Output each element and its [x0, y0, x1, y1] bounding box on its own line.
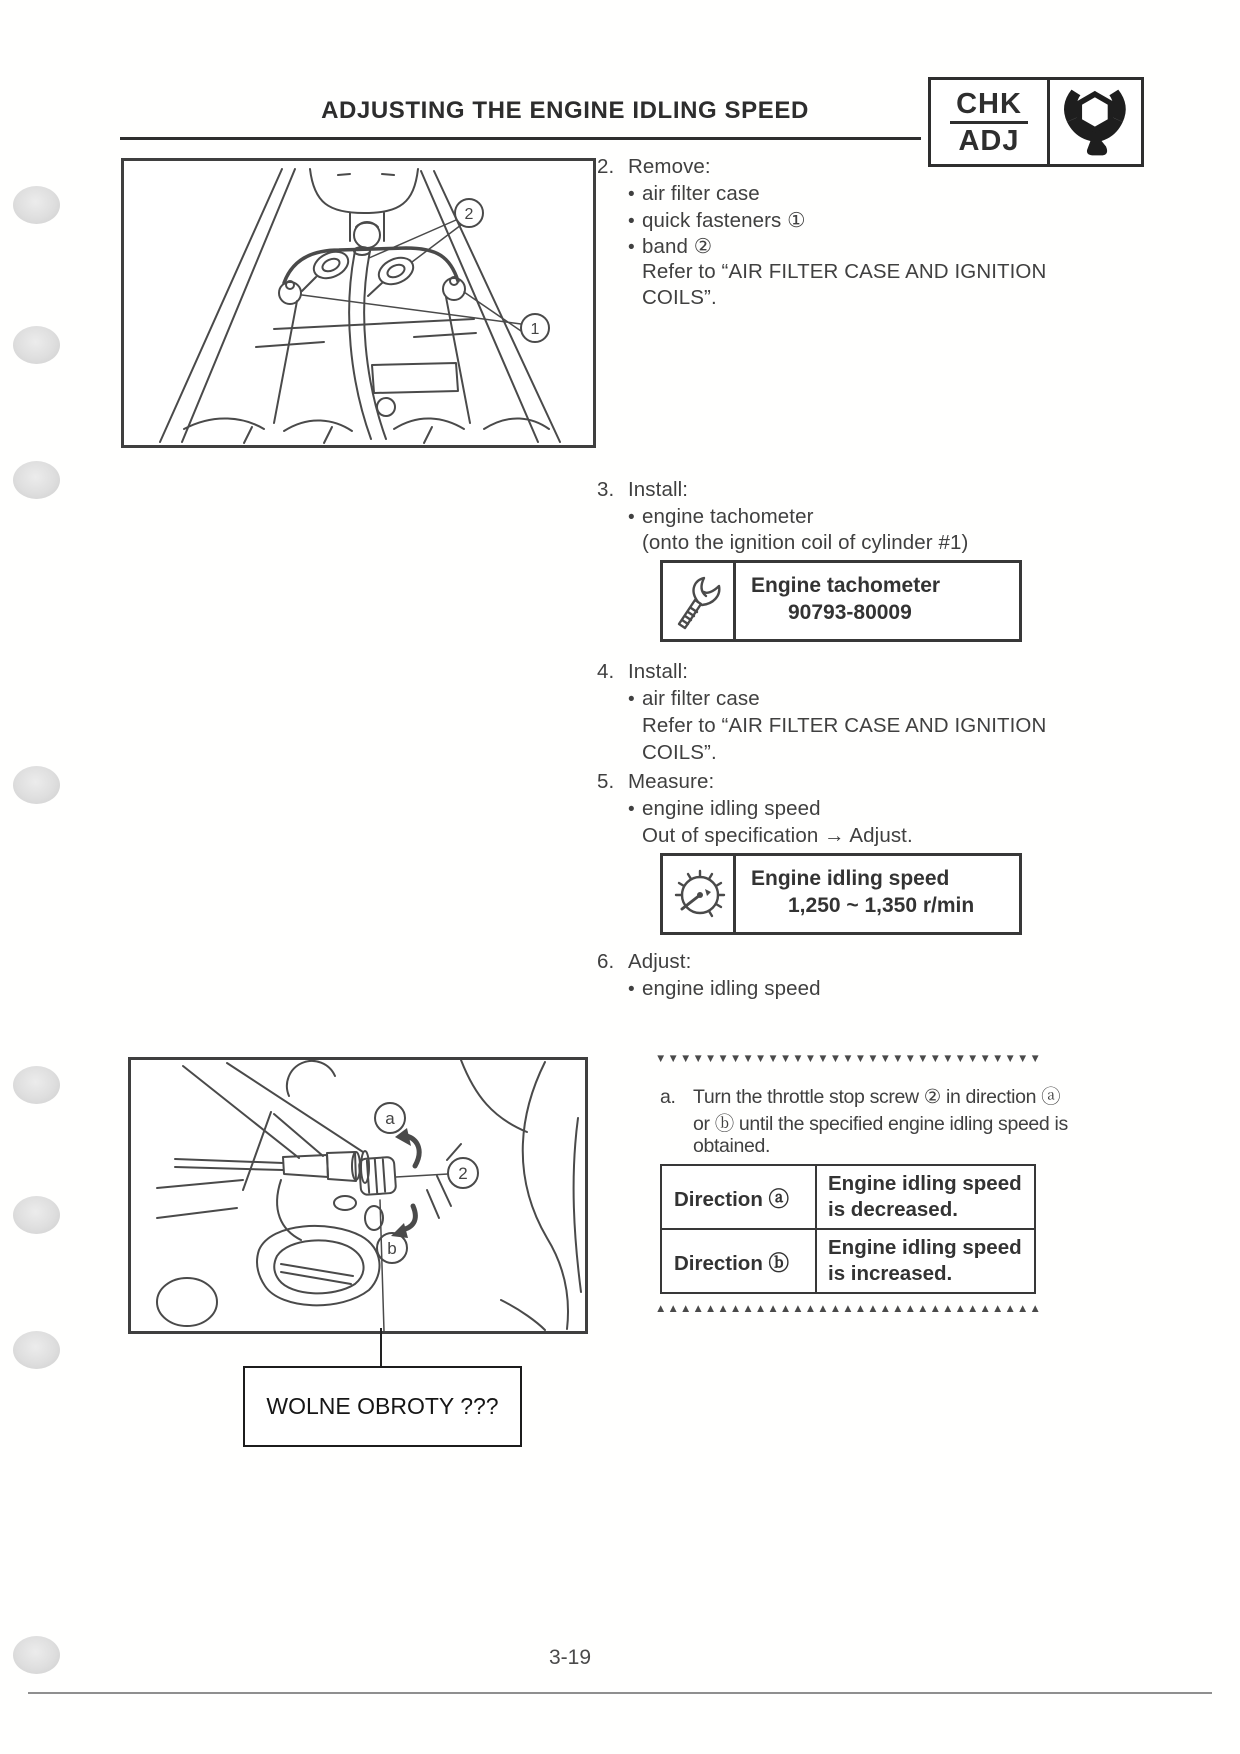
substep-a-line-2: or ⓑ until the specified engine idling speed is [693, 1113, 1068, 1135]
binder-hole [13, 1066, 60, 1104]
step-3-title: 3. Install: [597, 478, 689, 501]
header-rule [120, 137, 921, 140]
step-2-bullet-2: • quick fasteners ① [628, 209, 806, 232]
figure-1-drawing [124, 161, 593, 445]
chk-adj-labels [931, 80, 1050, 164]
step-5-result: Out of specification → Adjust. [642, 824, 913, 847]
direction-a-label: Direction ⓐ [661, 1165, 816, 1229]
step-6-bullet-1: • engine idling speed [628, 977, 821, 1000]
badge-chk-label: CHK [956, 87, 1022, 120]
step-3-bullet-1: • engine tachometer [628, 505, 814, 528]
direction-a-effect: Engine idling speed is decreased. [816, 1165, 1035, 1229]
annotation-label-text: WOLNE OBROTY ??? [266, 1393, 499, 1419]
procedure-separator-top: ▼▼▼▼▼▼▼▼▼▼▼▼▼▼▼▼▼▼▼▼▼▼▼▼▼▼▼▼▼▼▼ [655, 1053, 1042, 1065]
annotation-label-box [243, 1366, 522, 1447]
binder-hole [13, 1196, 60, 1234]
figure2-callout-a: a [385, 1109, 395, 1128]
spec-idle-value: 1,250 ~ 1,350 r/min [788, 894, 975, 917]
figure2-callout-b: b [387, 1239, 397, 1258]
page-number: 3-19 [548, 1646, 592, 1669]
spec-tachometer-title: Engine tachometer [751, 574, 941, 597]
substep-a-line-1: a. Turn the throttle stop screw ② in direction ⓐ [660, 1086, 1061, 1108]
figure1-callout-1: 1 [530, 321, 540, 338]
substep-a-line-3: obtained. [693, 1135, 771, 1157]
figure2-callout-2: 2 [458, 1164, 468, 1183]
direction-table [660, 1164, 1036, 1294]
step-4-bullet-1: • air filter case [628, 687, 760, 710]
gauge-icon [670, 865, 726, 923]
step-2-title: 2. Remove: [597, 155, 711, 178]
chk-adj-badge [928, 77, 1144, 167]
page-title: ADJUSTING THE ENGINE IDLING SPEED [321, 97, 809, 124]
table-row [661, 1229, 1035, 1293]
special-tool-icon [671, 572, 725, 630]
binder-hole [13, 1331, 60, 1369]
spec-box-tachometer [660, 560, 1022, 642]
procedure-separator-bottom: ▲▲▲▲▲▲▲▲▲▲▲▲▲▲▲▲▲▲▲▲▲▲▲▲▲▲▲▲▲▲▲ [655, 1303, 1042, 1315]
badge-adj-label: ADJ [958, 124, 1020, 157]
step-4-title: 4. Install: [597, 660, 689, 683]
direction-b-label: Direction ⓑ [661, 1229, 816, 1293]
figure-throttle-stop-screw [128, 1057, 588, 1334]
step-2-bullet-1: • air filter case [628, 182, 760, 205]
binder-hole [13, 766, 60, 804]
step-2-refer-1: Refer to “AIR FILTER CASE AND IGNITION [642, 260, 1047, 283]
wrench-nut-icon [1057, 87, 1135, 157]
binder-hole [13, 186, 60, 224]
step-2-refer-2: COILS”. [642, 286, 717, 309]
binder-hole [13, 461, 60, 499]
step-5-title: 5. Measure: [597, 770, 715, 793]
table-row [661, 1165, 1035, 1229]
step-3-note: (onto the ignition coil of cylinder #1) [642, 531, 969, 554]
figure-airfilter-area [121, 158, 596, 448]
step-4-refer-2: COILS”. [642, 741, 717, 764]
binder-hole [13, 326, 60, 364]
figure-2-drawing [131, 1060, 585, 1331]
step-2-bullet-3: • band ② [628, 235, 713, 258]
figure1-callout-2: 2 [464, 206, 474, 223]
spec-tachometer-value: 90793-80009 [788, 601, 912, 624]
spec-idle-title: Engine idling speed [751, 867, 950, 890]
step-5-bullet-1: • engine idling speed [628, 797, 821, 820]
spec-box-idle-speed [660, 853, 1022, 935]
step-6-title: 6. Adjust: [597, 950, 692, 973]
step-4-refer-1: Refer to “AIR FILTER CASE AND IGNITION [642, 714, 1047, 737]
direction-b-effect: Engine idling speed is increased. [816, 1229, 1035, 1293]
footer-rule [28, 1692, 1212, 1694]
label-leader-line [380, 1328, 382, 1367]
